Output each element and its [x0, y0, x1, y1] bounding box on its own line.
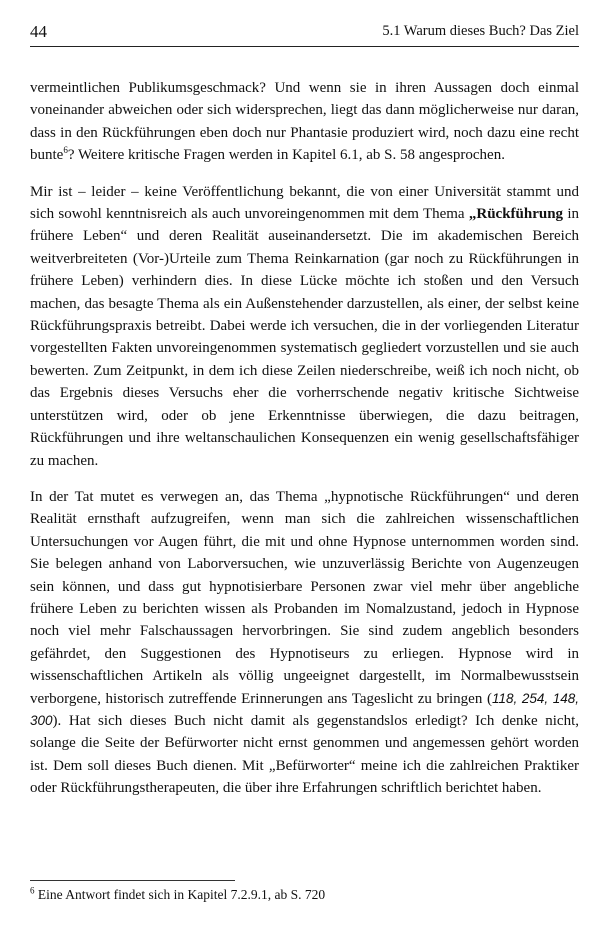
running-head: 5.1 Warum dieses Buch? Das Ziel — [382, 23, 579, 39]
footnote-marker: 6 — [30, 885, 35, 896]
paragraph-text: ? Weitere kritische Fragen werden in Kapitel 6.1, ab S. 58 angesprochen. — [67, 147, 505, 164]
paragraph-text: in frühere Leben“ und deren Realität auseinandersetzt. Die im akademischen Bereich weitverbreiteten (Vor-)Urteile zum Thema Reinkarnation (gar noch zu Rückführungen in frühere Leben) verhindern dies. In diese Lücke möchte ich stoßen und den Versuch machen, das besagte Thema als ein Außenstehender darzustellen, als einer, der selbst keine Rückführungspraxis betreibt. Dabei werde ich versuchen, die in der vorliegenden Literatur vorgestellten Fakten unvoreingenommen systematisch gegliedert vorzustellen und sie auch bewerten. Zum Zeitpunkt, in dem ich diese Zeilen niederschreibe, weiß ich noch nicht, ob das Ergebnis dieses Versuchs eher die vorherrschende negativ kritische Sichtweise unterstützen wird, oder ob jene Erkenntnisse überwiegen, die dazu beitragen, Rückführungen und ihre weltanschaulichen Konsequenzen ein wenig gesellschaftsfähiger zu machen. — [30, 206, 579, 469]
paragraph — [30, 486, 579, 800]
page-header — [30, 22, 579, 47]
paragraph — [30, 77, 579, 167]
paragraph — [30, 181, 579, 472]
emphasized-term: „Rückführung — [468, 206, 564, 223]
body-text — [30, 77, 579, 814]
footnote-text: Eine Antwort findet sich in Kapitel 7.2.9.1, ab S. 720 — [34, 887, 326, 902]
footnote-reference: 6 — [63, 145, 68, 156]
footnote-divider — [30, 880, 235, 881]
footnote — [30, 887, 579, 903]
citation-references: 118, 254, 148, 300 — [30, 690, 580, 728]
paragraph-text: In der Tat mutet es verwegen an, das Thema „hypnotische Rückführungen“ und deren Realität ernsthaft aufzugreifen, wenn man sich die zahlreichen wissenschaftlichen Untersuchungen vor Augen führt, die mit und ohne Hypnose unternommen worden sind. Sie belegen anhand von Laborversuchen, wie unzuverlässig Berichte von Augenzeugen sein können, und dass gut hypnotisierbare Personen zwar viel mehr über angebliche frühere Leben zu berichten wissen als Probanden im Nomalzustand, jedoch in Hypnose noch viel mehr Falschaussagen hervorbringen. Sie sind zudem angeblich besonders gefährdet, den Suggestionen des Hypnotiseurs zu erliegen. Hypnose wird in wissenschaftlichen Artikeln als völlig ungeeignet dargestellt, im Normalbewusstsein verborgene, historisch zutreffende Erinnerungen ans Tageslicht zu bringen ( — [30, 488, 579, 707]
paragraph-text: Mir ist – leider – keine Veröffentlichung bekannt, die von einer Universität stammt und sich sowohl kenntnisreich als auch unvoreingenommen mit dem Thema — [30, 183, 579, 223]
paragraph-text: vermeintlichen Publikumsgeschmack? Und wenn sie in ihren Aussagen doch einmal voneinander abweichen oder sich widersprechen, liegt das dann möglicherweise nur daran, dass in den Rückführungen eben doch nur Phantasie produziert wird, noch dazu eine recht bunte — [30, 80, 579, 164]
page-number: 44 — [30, 22, 47, 41]
paragraph-text: ). Hat sich dieses Buch nicht damit als gegenstandslos erledigt? Ich denke nicht, solange die Seite der Befürworter nicht ernst genommen und angemessen gehört worden ist. Dem soll dieses Buch dienen. Mit „Befürworter“ meine ich die zahlreichen Praktiker oder Rückführungstherapeuten, die über ihre Erfahrungen schriftlich berichtet haben. — [30, 712, 579, 797]
